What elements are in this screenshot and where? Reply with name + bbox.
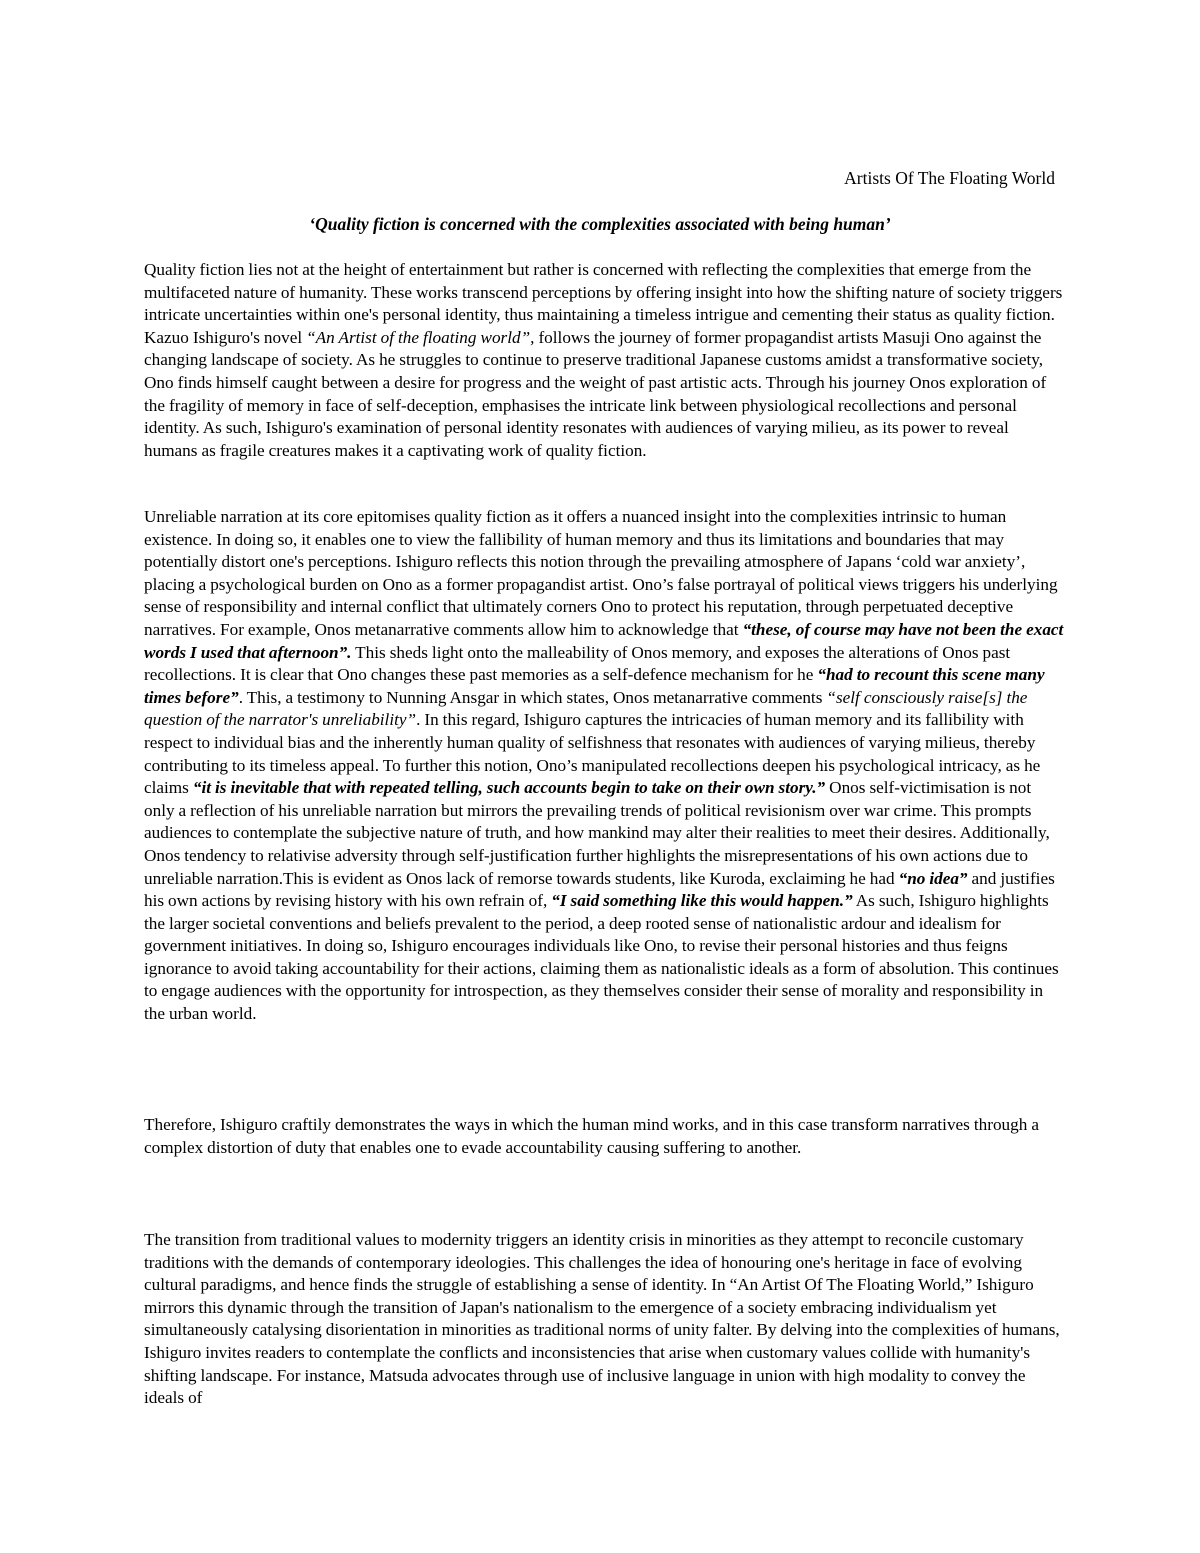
text-run: . This, a testimony to Nunning Ansgar in which states, Onos metanarrative comments <box>238 687 827 707</box>
text-run: follows the journey of former propagandist artists Masuji Ono against the changing landscape of society. As he struggles to continue to preserve traditional Japanese customs amidst a transformative society, Ono finds himself caught between a desire for progress and the weight of past artistic acts. Through his journey Onos exploration of the fragility of memory in face of self-deception, emphasises the intricate link between physiological recollections and personal identity. As such, Ishiguro's examination of personal identity resonates with audiences of varying milieu, as its power to reveal humans as fragile creatures makes it a captivating work of quality fiction. <box>144 327 1047 460</box>
quotation: “had to recount this scene many times before” <box>144 665 1045 707</box>
text-run: . In this regard, Ishiguro captures the intricacies of human memory and its fallibility with respect to individual bias and the inherently human quality of selfishness that resonates with audiences of varying milieus, thereby contributing to its timeless appeal. To further this notion, Ono’s manipulated recollections deepen his psychological intricacy, as he claims <box>144 710 1041 798</box>
quotation: “I said something like this would happen.” <box>551 891 853 911</box>
quotation: “these, of course may have not been the exact words I used that afternoon”. <box>144 619 1064 662</box>
running-header: Artists Of The Floating World <box>844 168 1055 188</box>
paragraph-conclusion-link: Therefore, Ishiguro craftily demonstrates the ways in which the human mind works, and in this case transform narratives through a complex distortion of duty that enables one to evade accountability causing suffering to another. <box>144 1115 1039 1157</box>
text-run: Quality fiction lies not at the height of entertainment but rather is concerned with reflecting the complexities that emerge from the multifaceted nature of humanity. These works transcend perceptions by offering insight into how the shifting nature of society triggers intricate uncertainties within one's personal identity, thus maintaining a timeless intrigue and cementing their status as quality fiction. Kazuo Ishiguro's novel <box>144 260 1063 347</box>
text-run: and justifies his own actions by revising history with his own refrain of, <box>144 868 1055 911</box>
text-run: Unreliable narration at its core epitomises quality fiction as it offers a nuanced insight into the complexities intrinsic to human existence. In doing so, it enables one to view the fallibility of human memory and thus its limitations and boundaries that may potentially distort one's perceptions. Ishiguro reflects this notion through the prevailing atmosphere of Japans ‘cold war anxiety’, placing a psychological burden on Ono as a former propagandist artist. Ono’s false portrayal of political views triggers his underlying sense of responsibility and internal conflict that ultimately corners Ono to protect his reputation, through perpetuated deceptive narratives. For example, Onos metanarrative comments allow him to acknowledge that <box>144 507 1058 639</box>
quotation: “it is inevitable that with repeated telling, such accounts begin to take on their own story.” <box>192 778 826 798</box>
quotation: “self consciously raise[s] the question of the narrator's unreliability” <box>144 687 1028 730</box>
quotation: “no idea” <box>898 868 968 888</box>
text-run: This sheds light onto the malleability of Onos memory, and exposes the alterations of Onos past recollections. It is clear that Ono changes these past memories as a self-defence mechanism for he <box>144 642 1011 685</box>
novel-title: “An Artist of the floating world”, <box>306 327 535 347</box>
paragraph-unreliable-narration <box>144 506 1064 1026</box>
essay-prompt: ‘Quality fiction is concerned with the complexities associated with being human’ <box>309 214 891 234</box>
text-run: Onos self-victimisation is not only a reflection of his unreliable narration but mirrors the prevailing trends of political revisionism over war crime. This prompts audiences to contemplate the subjective nature of truth, and how mankind may alter their realities to meet their desires. Additionally, Onos tendency to relativise adversity through self-justification further highlights the misrepresentations of his own actions due to unreliable narration.This is evident as Onos lack of remorse towards students, like Kuroda, exclaiming he had <box>144 778 1050 888</box>
paragraph-introduction <box>144 259 1064 462</box>
text-run: As such, Ishiguro highlights the larger societal conventions and beliefs prevalent to the period, a deep rooted sense of nationalistic ardour and idealism for government initiatives. In doing so, Ishiguro encourages individuals like Ono, to revise their personal histories and thus feigns ignorance to avoid taking accountability for their actions, claiming them as nationalistic ideals as a form of absolution. This continues to engage audiences with the opportunity for introspection, as they themselves consider their sense of morality and responsibility in the urban world. <box>144 891 1059 1024</box>
paragraph-traditional-values: The transition from traditional values to modernity triggers an identity crisis in minorities as they attempt to reconcile customary traditions with the demands of contemporary ideologies. This challenges the idea of honouring one's heritage in face of evolving cultural paradigms, and hence finds the struggle of establishing a sense of identity. In “An Artist Of The Floating World,” Ishiguro mirrors this dynamic through the transition of Japan's nationalism to the emergence of a society embracing individualism yet simultaneously catalysing disorientation in minorities as traditional norms of unity falter. By delving into the complexities of humans, Ishiguro invites readers to contemplate the conflicts and inconsistencies that arise when customary values collide with humanity's shifting landscape. For instance, Matsuda advocates through use of inclusive language in union with high modality to convey the ideals of <box>144 1230 1060 1408</box>
